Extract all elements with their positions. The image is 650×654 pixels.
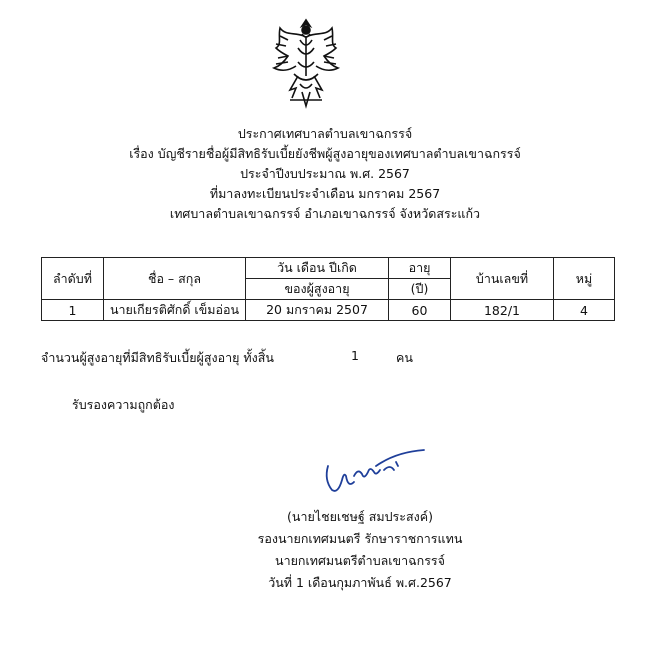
header-line-4: ที่มาลงทะเบียนประจำเดือน มกราคม 2567 (209, 186, 441, 201)
summary-count: 1 (351, 348, 359, 363)
cell-birth: 20 มกราคม 2507 (246, 300, 389, 321)
col-header-house: บ้านเลขที่ (451, 258, 554, 300)
cell-no: 1 (42, 300, 104, 321)
col-header-age-top: อายุ (389, 258, 451, 279)
registry-table (41, 257, 615, 321)
signature-block (195, 506, 525, 594)
certification-text: รับรองความถูกต้อง (72, 397, 175, 412)
col-header-birth-top: วัน เดือน ปีเกิด (246, 258, 389, 279)
col-header-name: ชื่อ – สกุล (104, 258, 246, 300)
summary-label: จำนวนผู้สูงอายุที่มีสิทธิรับเบี้ยผู้สูงอายุ ทั้งสิ้น (41, 350, 274, 365)
summary-line (41, 348, 413, 368)
signer-position-1: รองนายกเทศมนตรี รักษาราชการแทน (257, 531, 463, 546)
cell-name: นายเกียรติศักดิ์ เข็มอ่อน (104, 300, 246, 321)
cell-house: 182/1 (451, 300, 554, 321)
header-line-3: ประจำปีงบประมาณ พ.ศ. 2567 (240, 166, 410, 181)
sign-date: วันที่ 1 เดือนกุมภาพันธ์ พ.ศ.2567 (268, 575, 452, 590)
col-header-age-bottom: (ปี) (389, 279, 451, 300)
handwritten-signature (318, 448, 428, 498)
header-line-1: ประกาศเทศบาลตำบลเขาฉกรรจ์ (237, 126, 413, 141)
summary-unit: คน (396, 350, 413, 365)
cell-age: 60 (389, 300, 451, 321)
garuda-emblem-icon (264, 14, 348, 114)
cell-moo: 4 (554, 300, 615, 321)
col-header-no: ลำดับที่ (42, 258, 104, 300)
table-header-row (42, 258, 615, 279)
announcement-header (0, 124, 650, 224)
header-line-5: เทศบาลตำบลเขาฉกรรจ์ อำเภอเขาฉกรรจ์ จังหวัดสระแก้ว (169, 206, 481, 221)
col-header-moo: หมู่ (554, 258, 615, 300)
table-row (42, 300, 615, 321)
header-line-2: เรื่อง บัญชีรายชื่อผู้มีสิทธิรับเบี้ยยังชีพผู้สูงอายุของเทศบาลตำบลเขาฉกรรจ์ (129, 146, 521, 161)
signer-position-2: นายกเทศมนตรีตำบลเขาฉกรรจ์ (275, 553, 445, 568)
col-header-birth-bottom: ของผู้สูงอายุ (246, 279, 389, 300)
signer-name: (นายไชยเชษฐ์ สมประสงค์) (287, 509, 433, 524)
